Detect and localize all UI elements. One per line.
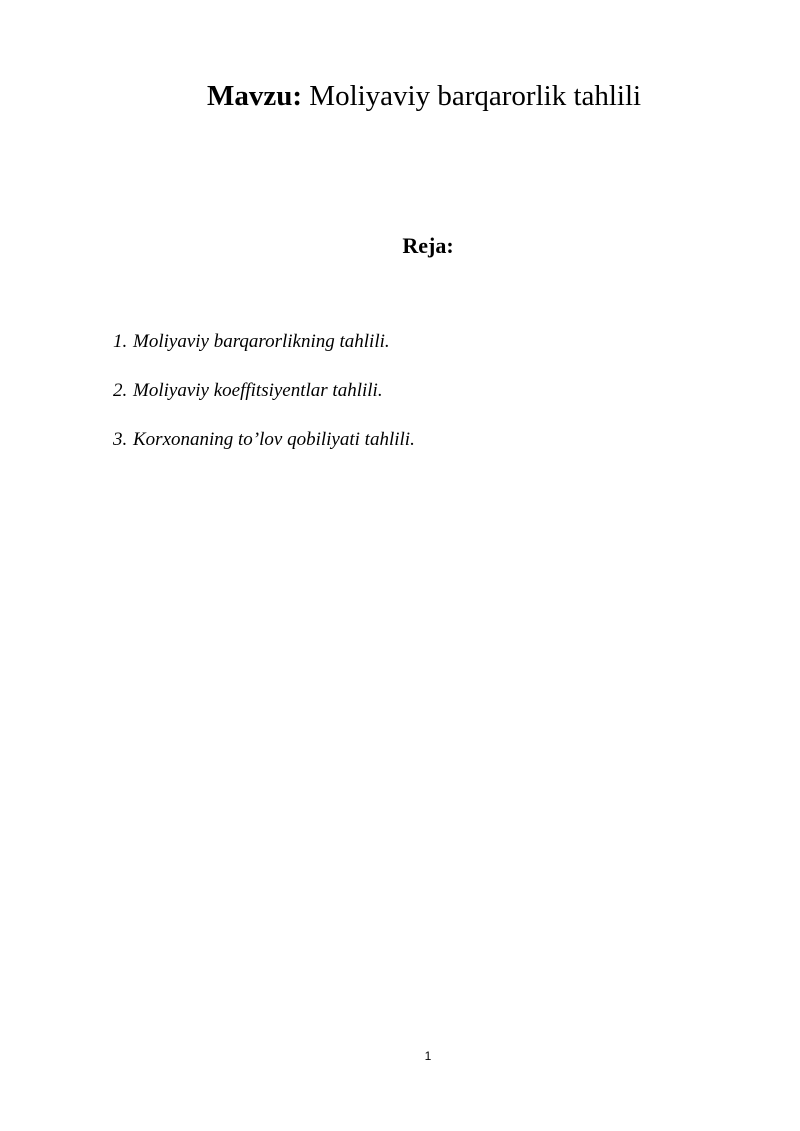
title-label: Mavzu:	[207, 80, 303, 112]
plan-list	[113, 328, 415, 475]
page-number: 1	[424, 1049, 432, 1063]
title-text: Moliyaviy barqarorlik tahlili	[309, 80, 642, 112]
document-title	[207, 78, 641, 114]
plan-item-number: 3.	[113, 429, 128, 450]
plan-item	[113, 328, 415, 377]
plan-item-number: 1.	[113, 331, 128, 352]
plan-item-text: Korxonaning to’lov qobiliyati tahlili.	[133, 429, 415, 450]
plan-item-number: 2.	[113, 380, 128, 401]
plan-item	[113, 377, 415, 426]
plan-heading: Reja:	[402, 233, 454, 258]
plan-item-text: Moliyaviy koeffitsiyentlar tahlili.	[133, 380, 383, 401]
plan-item	[113, 426, 415, 475]
plan-item-text: Moliyaviy barqarorlikning tahlili.	[133, 331, 390, 352]
